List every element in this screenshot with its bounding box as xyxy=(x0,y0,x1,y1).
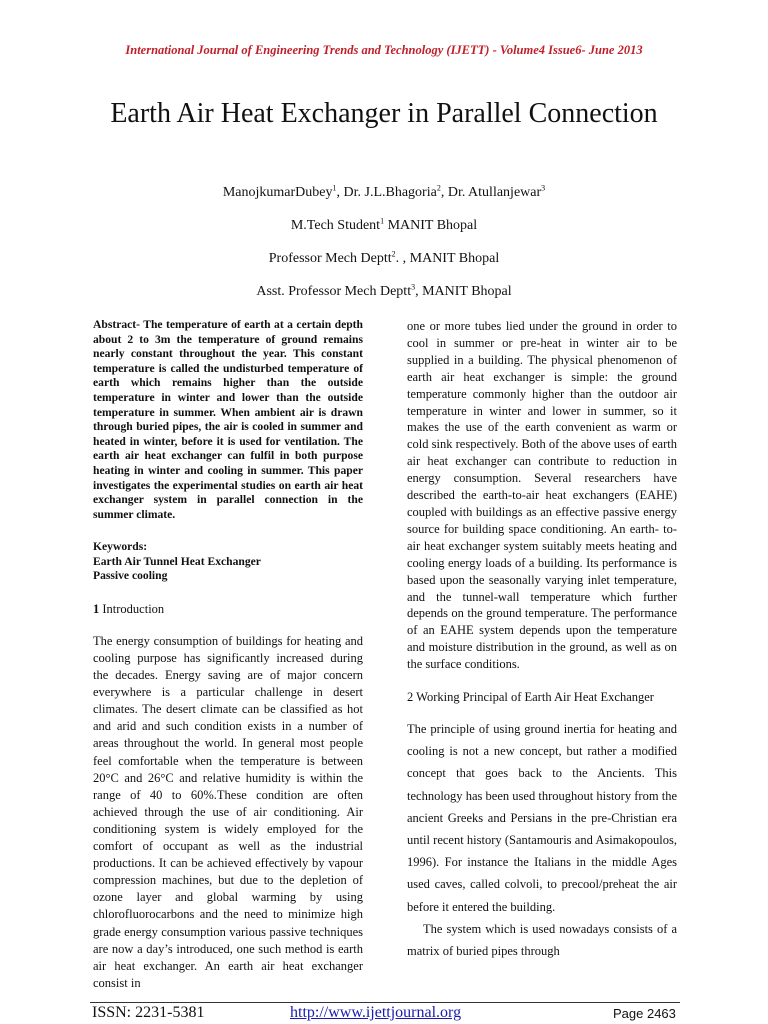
author-name: , Dr. Atullanjewar xyxy=(440,185,542,200)
left-column xyxy=(93,318,363,992)
affiliation-text: Professor Mech Deptt xyxy=(268,251,392,266)
affiliation-mark: 1 xyxy=(380,216,385,226)
keyword-item: Passive cooling xyxy=(93,568,168,582)
author-affil-mark: 1 xyxy=(332,183,337,193)
affiliation-mark: 3 xyxy=(411,282,416,292)
affiliation-1 xyxy=(0,218,768,234)
introduction-body: The energy consumption of buildings for heating and cooling purpose has significantly increased during the decades. Energy saving are of major concern everywhere is a particular challenge in desert climates. The desert climate can be classified as hot and arid and such condition exists in a number of areas throughout the world. In general most people feel comfortable when the temperature is between 20°C and 26°C and relative humidity is within the range of 40 to 60%.These condition are often achieved through the use of air conditioning. Air conditioning system is widely employed for the comfort of occupant as well as the industrial productions. It can be achieved effectively by vapour compression machines, but due to the depletion of ozone layer and global warming by using chlorofluorocarbons and the need to minimize high grade energy consumption various passive techniques are now a day’s introduced, one such method is earth air heat exchanger. An earth air heat exchanger consist in xyxy=(93,633,363,990)
affiliation-3 xyxy=(0,284,768,300)
right-column xyxy=(407,318,677,962)
affiliation-2 xyxy=(0,251,768,267)
footer-journal-link[interactable]: http://www.ijettjournal.org xyxy=(290,1004,462,1021)
keyword-item: Earth Air Tunnel Heat Exchanger xyxy=(93,554,261,568)
section-number: 1 xyxy=(93,601,100,616)
affiliation-text: MANIT Bhopal xyxy=(384,218,478,233)
introduction-continuation: one or more tubes lied under the ground in order to cool in summer or pre-heat in winter air to be supplied in a building. The physical phenomenon of earth air heat exchanger is simple: the ground temperature commonly higher than the outdoor air temperature in winter and lower in summer, so it makes the use of the earth convenient as warm or cold sink respectively. Both of the above uses of earth air heat exchanger can contribute to reduction in energy consumption. Several researchers have described the earth-to-air heat exchangers (EAHE) coupled with buildings as an effective passive energy source for building space conditioning. An earth- to-air heat exchanger system suitably meets heating and cooling energy loads of a building. Its performance is based upon the seasonally varying inlet temperature, and the tunnel-wall temperature which further depends on the ground temperature. The performance of an EAHE system depends upon the temperature and moisture distribution in the ground, as well as on the surface conditions. xyxy=(407,319,677,672)
author-name: , Dr. J.L.Bhagoria xyxy=(336,185,437,200)
section-title: Introduction xyxy=(99,601,165,616)
affiliation-mark: 2 xyxy=(391,249,396,259)
affiliation-text: . , MANIT Bhopal xyxy=(395,251,500,266)
author-affil-mark: 3 xyxy=(541,183,546,193)
abstract: Abstract- The temperature of earth at a certain depth about 2 to 3m the temperature of ground remains nearly constant throughout the year. This constant temperature is called the undisturbed temperature of earth which remains higher than the outside temperature in winter and lower than the outside temperature in summer. When ambient air is drawn through buried pipes, the air is cooled in summer and heated in winter, before it is used for ventilation. The earth air heat exchanger can fulfil in both purpose heating in winter and cooling in summer. This paper investigates the experimental studies on earth air heat exchanger system in parallel connection in the summer climate. xyxy=(93,318,363,521)
section-heading-working-principal: 2 Working Principal of Earth Air Heat Exchanger xyxy=(407,690,654,705)
affiliation-text: , MANIT Bhopal xyxy=(415,284,512,299)
working-principal-paragraph: The system which is used nowadays consists of a matrix of buried pipes through xyxy=(407,921,677,959)
author-name: ManojkumarDubey xyxy=(222,185,333,200)
paper-title: Earth Air Heat Exchanger in Parallel Connection xyxy=(110,98,658,129)
author-affil-mark: 2 xyxy=(436,183,441,193)
affiliation-text: Asst. Professor Mech Deptt xyxy=(256,284,412,299)
working-principal-paragraph: The principle of using ground inertia for heating and cooling is not a new concept, but rather a modified concept that goes back to the Ancients. This technology has been used throughout history from the ancient Greeks and Persians in the pre-Christian era until recent history (Santamouris and Asimakopoulos, 1996). For instance the Italians in the middle Ages used caves, called colvoli, to precool/preheat the air before it entered the building. xyxy=(407,722,677,914)
footer-page-number: Page 2463 xyxy=(613,1006,676,1021)
journal-header: International Journal of Engineering Trends and Technology (IJETT) - Volume4 Issue6- June 2013 xyxy=(125,43,643,57)
keywords xyxy=(93,540,363,583)
keywords-label: Keywords: xyxy=(93,540,148,554)
footer-issn: ISSN: 2231-5381 xyxy=(92,1004,205,1021)
author-list xyxy=(0,185,768,201)
section-heading-introduction xyxy=(93,601,363,617)
affiliation-text: M.Tech Student xyxy=(290,218,381,233)
footer-divider xyxy=(90,1002,680,1003)
